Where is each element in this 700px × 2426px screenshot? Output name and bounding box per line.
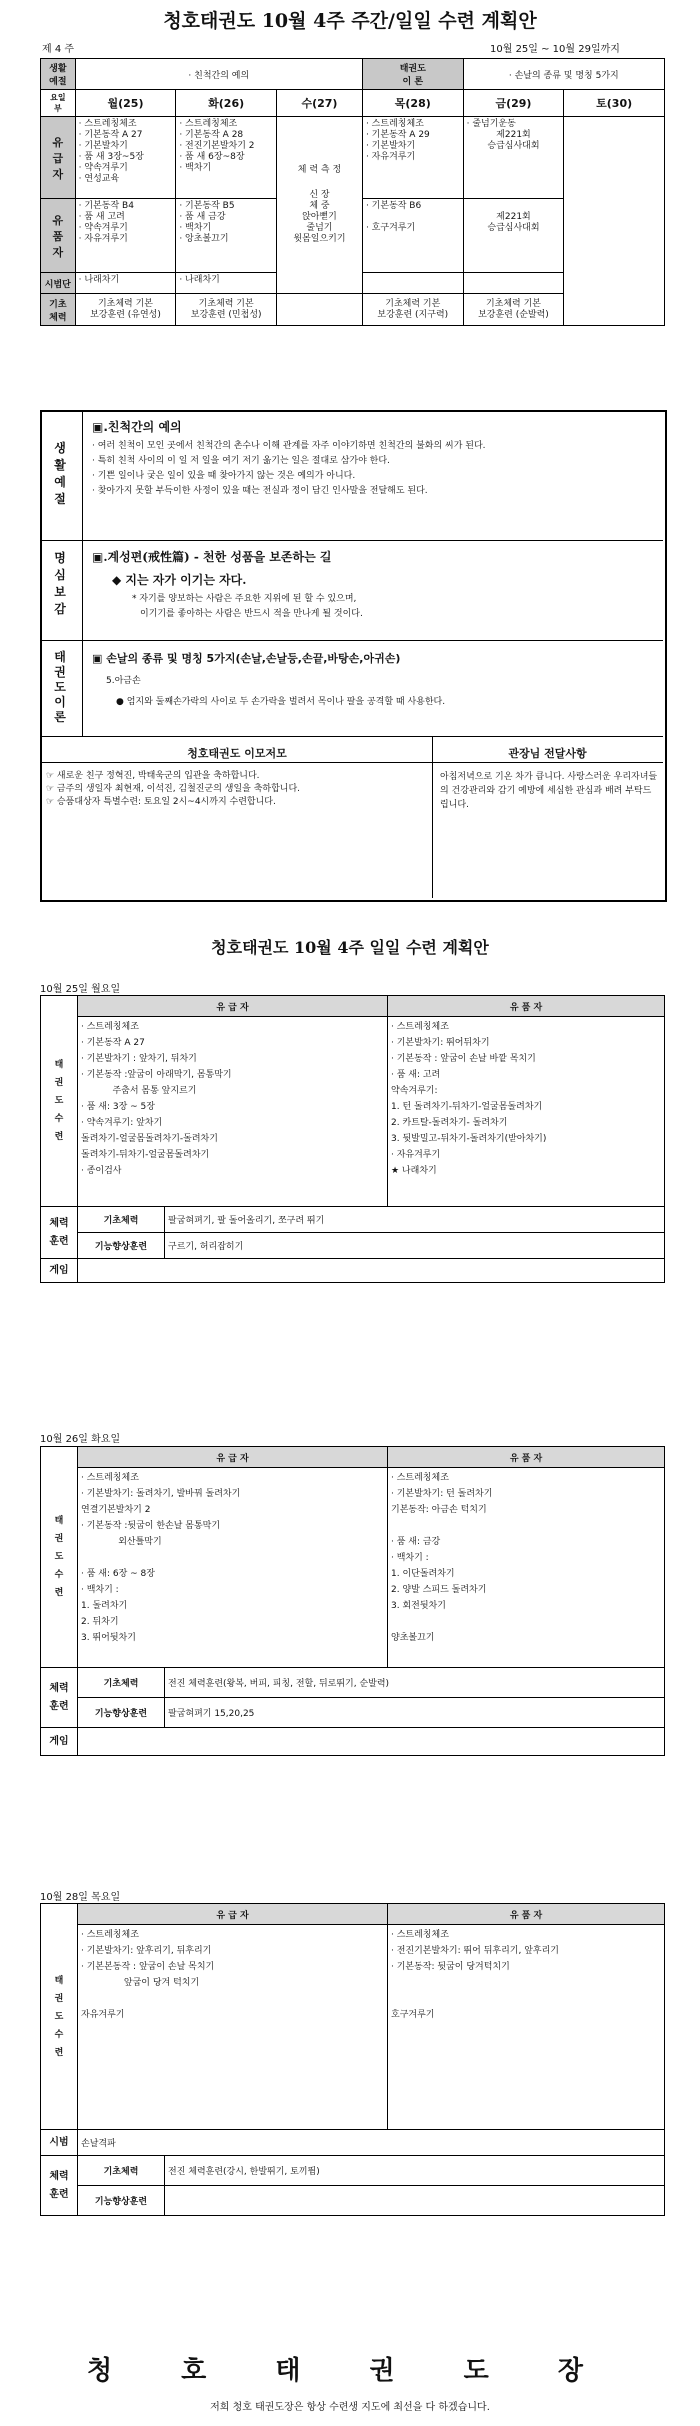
theory-content: ▣ 손날의 종류 및 명칭 5가지(손날,손날등,손끝,바탕손,아귀손) 5.아금손 ● 엄지와 둘째손가락의 사이로 두 손가락을 벌려서 목이나 팔을 공격할 때 사용한다. [92, 652, 446, 707]
etiquette-side-label: 생 활 예 절 [54, 441, 66, 506]
footer-slogan: 저희 청호 태권도장은 항상 수련생 지도에 최선을 다 하겠습니다. [210, 2402, 490, 2413]
myungsim-side-label: 명 심 보 감 [54, 551, 66, 616]
notice-left-list: ☞ 새로운 친구 정혁진, 박태욱군의 입관을 축하합니다. ☞ 금주의 생일자 최현재, 이석진, 김철진군의 생일을 축하합니다. ☞ 승품대상자 특별수련: 토요일 2시~4시까지 수련합니다. [46, 771, 301, 807]
myungsim-content: ▣.계성편(戒性篇) - 천한 성품을 보존하는 길 ◆ 지는 자가 이기는 자다. * 자기를 양보하는 사람은 주요한 지위에 된 할 수 있으며, 이기기를 좋아하는 사람은 반드시 적을 만나게 될 것이다. [92, 550, 363, 619]
wed-fitness-test: 체 력 측 정 신 장 체 중 앉아뻗기 줄넘기 윗몸일으키기 [277, 117, 363, 294]
day-sat: 토(30) [564, 90, 665, 117]
row-label-geup: 유 급 자 [41, 117, 76, 199]
tkd-theory-value: · 손날의 종류 및 명칭 5가지 [463, 59, 664, 90]
tkd-theory-label: 태권도 이 론 [362, 59, 463, 90]
day3-label: 10월 28일 목요일 [40, 1892, 121, 1903]
page-title: 청호태권도 10월 4주 주간/일일 수련 계획안 [163, 10, 537, 32]
day1-label: 10월 25일 월요일 [40, 984, 121, 995]
notice-right-text: 아침저녁으로 기온 차가 큽니다. 사랑스러운 우리자녀들의 건강관리와 감기 예방에 세심한 관심과 배려 부탁드립니다. [440, 772, 658, 810]
row-label-demo: 시범단 [41, 273, 76, 294]
row-label-poom: 유 품 자 [41, 199, 76, 273]
day-tue: 화(26) [176, 90, 277, 117]
theory-side-label: 태 권 도 이 론 [54, 650, 66, 724]
notice-right-title: 관장님 전달사항 [508, 747, 587, 760]
day2-label: 10월 26일 화요일 [40, 1434, 121, 1445]
day1-table: 태 권 도 수 련 유 급 자 유 품 자 · 스트레칭체조 · 기본동작 A 27 · 기본발차기 : 앞차기, 뒤차기 · 기본동작 :앞굽이 아래막기, 몸통막기 주춤서 몸통 앞지르기 · 품 새: 3장 ~ 5장 · 약속겨루기: 앞차기 돌려차기-얼굴몸돌려차기-돌려차기 돌려차기-뒤차기-얼굴몸돌려차기 · 종이검사 · 스트레칭체조 · 기본발차기: 뛰어뒤차기 · 기본동작 : 앞굽이 손날 바깥 목치기 · 품 새: 고려 약속겨루기: 1. 턴 돌려차기-뒤차기-얼굴몸돌려차기 2. 카트탈-돌려차기- 돌려차기 3. 뒷발밀고-뒤차기-돌려차기(받아차기) · 자유겨루기 ★ 나래차기 체력 훈련 기초체력 팔굽혀펴기, 팔 돌어올리기, 쪼구려 뛰기 기능향상훈련 구르기, 허리잡히기 게임 [40, 995, 665, 1283]
day-fri: 금(29) [463, 90, 564, 117]
week-number: 제 4 주 [42, 44, 75, 55]
day-wed: 수(27) [277, 90, 363, 117]
row-label-fitness: 기초 체력 [41, 294, 76, 326]
etiquette-value: · 친척간의 예의 [75, 59, 362, 90]
weekly-plan-table: 생활 예절 · 친척간의 예의 태권도 이 론 · 손날의 종류 및 명칭 5가지 요일 부 월(25) 화(26) 수(27) 목(28) 금(29) 토(30) 유 급 자 · 스트레칭체조 · 기본동작 A 27 · 기본발차기 · 품 새 3장~5장 · 약속겨루기 · 연성교육 · 스트레칭체조 · 기본동작 A 28 · 전진기본발차기 2 · 품 새 6장~8장 · 백차기 체 력 측 정 신 장 체 중 앉아뻗기 줄넘기 윗몸일으키기 · 스트레칭체조 · 기본동작 A 29 · 기본발차기 · 자유겨루기 · 줄넘기운동 제221회 승급심사대회 유 품 자 · 기본동작 B4 · 품 새 고려 · 약속겨루기 · 자유겨루기 · 기본동작 B5 · 품 새 금강 · 백차기 · 앙초볼끄기 · 기본동작 B6 · 호구겨루기 제221회 승급심사대회 시범단 · 나래차기 · 나래차기 기초 체력 기초체력 기본 보강훈련 (유연성) 기초체력 기본 보강훈련 (민첩성) 기초체력 기본 보강훈련 (지구력) 기초체력 기본 보강훈련 (순발력) [40, 58, 665, 326]
week-period: 10월 25일 ~ 10월 29일까지 [490, 44, 620, 55]
notice-left-title: 청호태권도 이모저모 [187, 747, 287, 760]
day-thu: 목(28) [362, 90, 463, 117]
day3-table: 태 권 도 수 련 유 급 자 유 품 자 · 스트레칭체조 · 기본발차기: 앞후리기, 뒤후리기 · 기본본동작 : 앞굽이 손날 목치기 앞굽이 당겨 턱치기 자유겨루기 · 스트레칭체조 · 전진기본발차기: 뛰어 뒤후리기, 앞후리기 · 기본동작: 뒷굽이 당겨턱치기 호구겨루기 시범 손날격파 체력 훈련 기초체력 전진 체력훈련(강시, 한발뛰기, 토끼뜀) 기능향상훈련 [40, 1903, 665, 2216]
daily-title: 청호태권도 10월 4주 일일 수련 계획안 [211, 938, 489, 957]
day2-table: 태 권 도 수 련 유 급 자 유 품 자 · 스트레칭체조 · 기본발차기: 돌려차기, 발바꿔 돌려차기 연결기본발차기 2 · 기본동작 :뒷굽이 한손날 몸통막기 외산틀막기 · 품 새: 6장 ~ 8장 · 백차기 : 1. 돌려차기 2. 뒤차기 3. 뛰어뒷차기 · 스트레칭체조 · 기본발차기: 턴 돌려차기 기본동작: 아금손 턱치기 · 품 새: 금강 · 백차기 : 1. 이단돌려차기 2. 양발 스피드 돌려차기 3. 회전뒷차기 양초볼끄기 체력 훈련 기초체력 전진 체력훈련(왕복, 버피, 피칭, 전할, 뒤로뛰기, 순발력) 기능향상훈련 팔굽혀펴기 15,20,25 게임 [40, 1446, 665, 1756]
etiquette-content: ▣.친척간의 예의 · 여러 친척이 모인 곳에서 친척간의 촌수나 이해 관계를 자주 이야기하면 친척간의 불화의 씨가 된다. · 특히 친척 사이의 이 일 저 일을 여기 저기 옮기는 일은 절대로 삼가야 한다. · 기쁜 일이나 궂은 일이 있을 때 찾아가지 않는 것은 예의가 아니다. · 찾아가지 못할 부득이한 사정이 있을 때는 전실과 정이 담긴 인사말을 전달해도 된다. [92, 420, 486, 496]
day-mon: 월(25) [75, 90, 176, 117]
day-header: 요일 부 [41, 90, 76, 117]
footer-dojang-name: 청 호 태 권 도 장 [87, 2356, 613, 2386]
etiquette-label: 생활 예절 [41, 59, 76, 90]
